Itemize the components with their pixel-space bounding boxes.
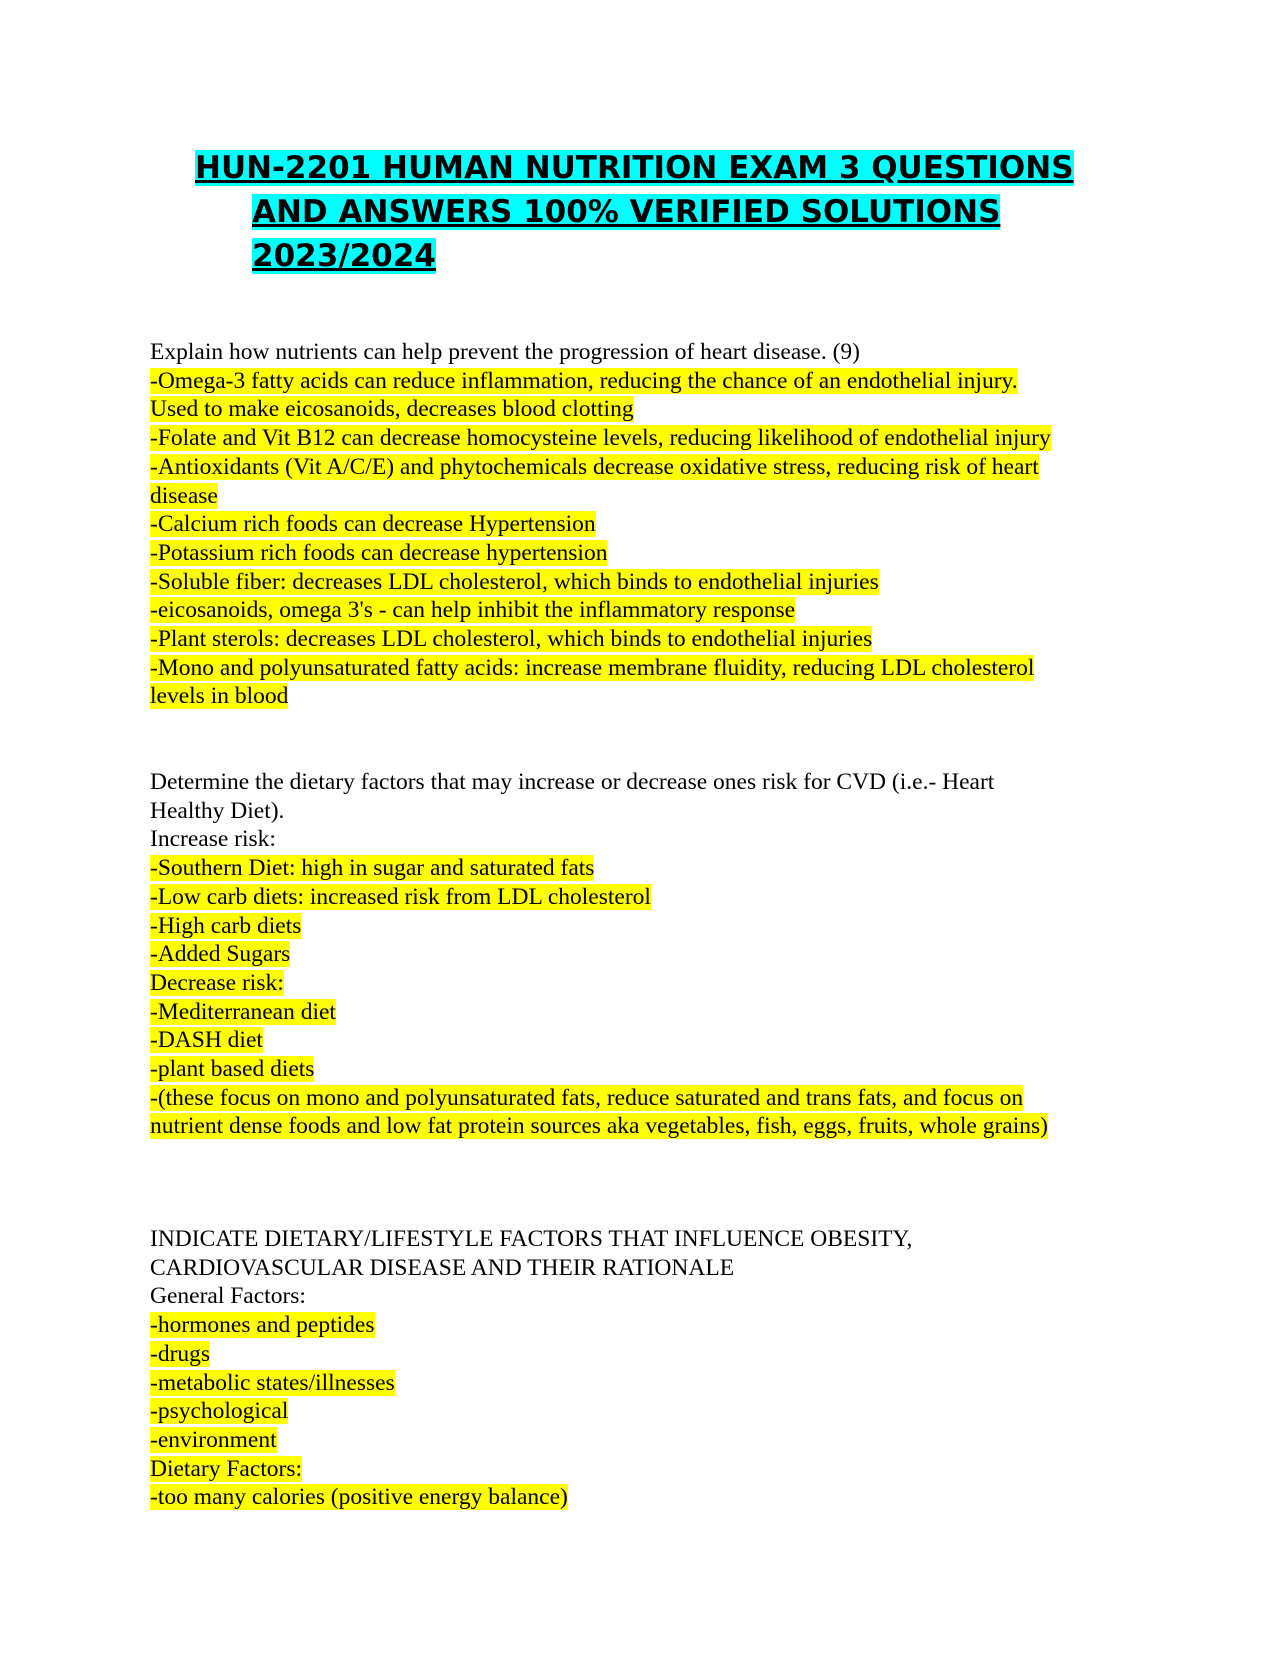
document-title bbox=[195, 146, 1095, 278]
general-factors-label: General Factors: bbox=[150, 1283, 306, 1310]
question-text: Explain how nutrients can help prevent the progression of heart disease. (9) bbox=[150, 339, 861, 365]
section-cvd-dietary-factors bbox=[150, 768, 1150, 1141]
answer-line: -Mediterranean diet bbox=[150, 998, 336, 1025]
answer-line: -too many calories (positive energy balance) bbox=[150, 1484, 568, 1511]
title-line-3: 2023/2024 bbox=[252, 238, 436, 274]
answer-line: -Soluble fiber: decreases LDL cholesterol, which binds to endothelial injuries bbox=[150, 568, 879, 595]
answer-line: -eicosanoids, omega 3's - can help inhibit the inflammatory response bbox=[150, 597, 796, 624]
answer-line: -Folate and Vit B12 can decrease homocysteine levels, reducing likelihood of endothelial injury bbox=[150, 425, 1051, 452]
answer-line: Used to make eicosanoids, decreases blood clotting bbox=[150, 396, 634, 423]
answer-line: -psychological bbox=[150, 1398, 289, 1425]
answer-line: -Added Sugars bbox=[150, 941, 291, 968]
answer-line: -High carb diets bbox=[150, 912, 302, 939]
answer-line: levels in blood bbox=[150, 683, 289, 710]
answer-line: -DASH diet bbox=[150, 1027, 263, 1054]
question-text: CARDIOVASCULAR DISEASE AND THEIR RATIONALE bbox=[150, 1254, 735, 1281]
answer-line: -hormones and peptides bbox=[150, 1312, 375, 1339]
section-heart-disease-nutrients bbox=[150, 338, 1150, 711]
answer-line: -Potassium rich foods can decrease hypertension bbox=[150, 539, 608, 566]
increase-risk-label: Increase risk: bbox=[150, 826, 276, 853]
answer-line: -metabolic states/illnesses bbox=[150, 1369, 395, 1396]
answer-line: -Antioxidants (Vit A/C/E) and phytochemicals decrease oxidative stress, reducing risk of heart bbox=[150, 453, 1039, 480]
answer-line: -Low carb diets: increased risk from LDL cholesterol bbox=[150, 883, 651, 910]
answer-line: -plant based diets bbox=[150, 1056, 315, 1083]
title-line-1: HUN-2201 HUMAN NUTRITION EXAM 3 QUESTIONS bbox=[195, 150, 1074, 186]
section-obesity-cvd-factors bbox=[150, 1225, 1150, 1512]
question-text: Healthy Diet). bbox=[150, 797, 285, 824]
answer-line: -drugs bbox=[150, 1340, 211, 1367]
question-text: INDICATE DIETARY/LIFESTYLE FACTORS THAT INFLUENCE OBESITY, bbox=[150, 1226, 913, 1252]
title-line-2: AND ANSWERS 100% VERIFIED SOLUTIONS bbox=[252, 194, 1001, 230]
answer-line: disease bbox=[150, 482, 218, 509]
answer-line: -Calcium rich foods can decrease Hypertension bbox=[150, 511, 596, 538]
answer-line: -Southern Diet: high in sugar and saturated fats bbox=[150, 855, 595, 882]
question-text: Determine the dietary factors that may increase or decrease ones risk for CVD (i.e.- Heart bbox=[150, 769, 995, 795]
answer-line: -Omega-3 fatty acids can reduce inflammation, reducing the chance of an endothelial injury. bbox=[150, 367, 1018, 394]
decrease-risk-label: Decrease risk: bbox=[150, 969, 284, 996]
dietary-factors-label: Dietary Factors: bbox=[150, 1455, 303, 1482]
answer-line: -Plant sterols: decreases LDL cholesterol, which binds to endothelial injuries bbox=[150, 626, 873, 653]
answer-line: -environment bbox=[150, 1426, 277, 1453]
answer-line: -Mono and polyunsaturated fatty acids: increase membrane fluidity, reducing LDL cholesterol bbox=[150, 654, 1035, 681]
answer-line: nutrient dense foods and low fat protein sources aka vegetables, fish, eggs, fruits, whole grains) bbox=[150, 1113, 1048, 1140]
answer-line: -(these focus on mono and polyunsaturated fats, reduce saturated and trans fats, and focus on bbox=[150, 1084, 1024, 1111]
